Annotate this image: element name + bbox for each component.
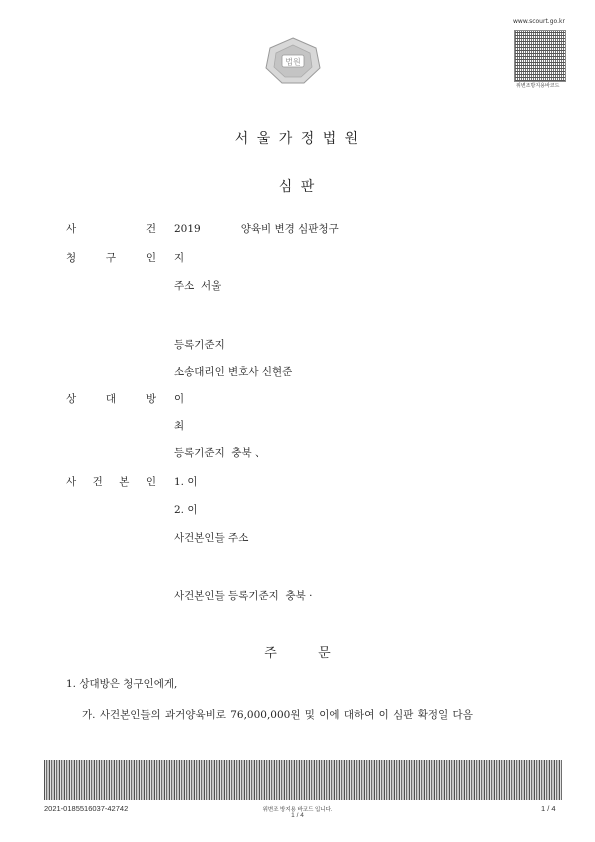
court-name: 서 울 가 정 법 원 bbox=[234, 131, 361, 147]
principals-address: 사건본인들 주소 bbox=[174, 532, 249, 544]
order-item-1: 1. 상대방은 청구인에게, bbox=[66, 678, 178, 690]
qr-caption: 위변조방지용바코드 bbox=[516, 83, 560, 89]
claimant-registry: 등록기준지 bbox=[174, 339, 232, 351]
page-number-center: 1 / 4 bbox=[291, 812, 304, 819]
label-case: 사 건 bbox=[66, 223, 156, 235]
document-number: 2021-0185516037-42742 bbox=[44, 804, 129, 813]
order-title: 주 문 bbox=[264, 646, 331, 661]
document-title: 심 판 bbox=[278, 179, 317, 195]
seal-text: 법원 bbox=[285, 57, 301, 67]
respondent-name: 이 bbox=[174, 393, 185, 405]
page-number: 1 / 4 bbox=[541, 804, 556, 813]
anti-forgery-barcode bbox=[44, 760, 562, 800]
claimant-attorney: 소송대리인 변호사 신현준 bbox=[174, 366, 293, 378]
label-case-principals: 사 건 본 인 bbox=[66, 476, 156, 488]
qr-code bbox=[514, 30, 566, 82]
principals-registry: 사건본인들 등록기준지 충북 · bbox=[174, 590, 313, 602]
court-seal-emblem bbox=[264, 36, 322, 86]
label-respondent: 상 대 방 bbox=[66, 393, 156, 405]
claimant-name: 지 bbox=[174, 252, 185, 264]
case-number: 2019 양육비 변경 심판청구 bbox=[174, 223, 339, 235]
principal-1: 1. 이 bbox=[174, 476, 198, 488]
barcode-note: 위변조 방지용 바코드 입니다. bbox=[262, 807, 333, 813]
respondent-registry: 등록기준지 충북 、 bbox=[174, 447, 266, 459]
principal-2: 2. 이 bbox=[174, 504, 198, 516]
order-item-1a: 가. 사건본인들의 과거양육비로 76,000,000원 및 이에 대하여 이 심판 확정일 다음 bbox=[82, 709, 473, 721]
respondent-name-2: 최 bbox=[174, 420, 185, 432]
claimant-address: 주소 서울 bbox=[174, 280, 222, 292]
label-claimant: 청 구 인 bbox=[66, 252, 156, 264]
court-url: www.scourt.go.kr bbox=[513, 18, 565, 25]
